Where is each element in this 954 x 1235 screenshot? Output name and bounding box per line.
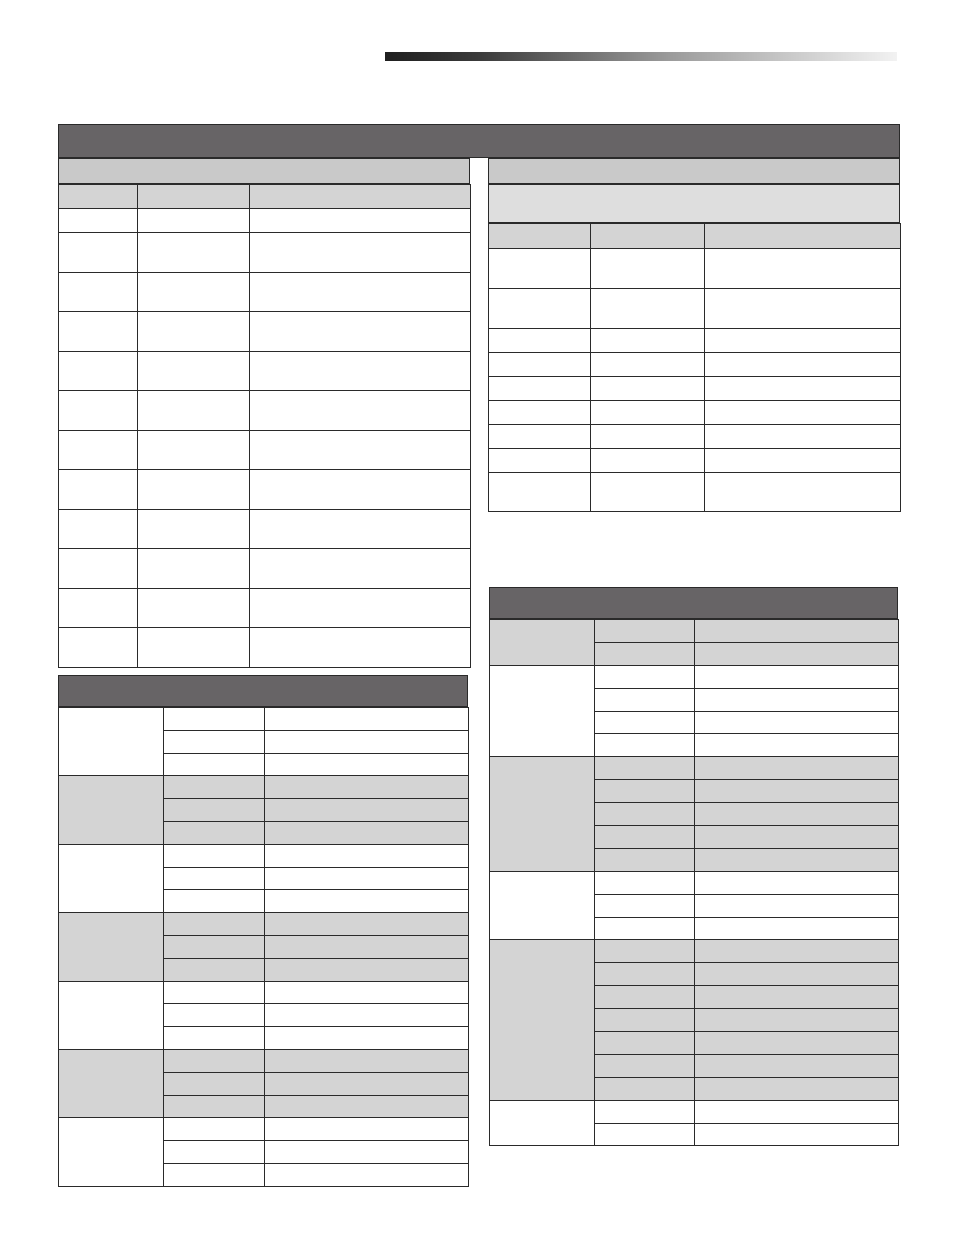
column-header <box>591 224 705 249</box>
table-cell <box>591 377 705 401</box>
table-cell <box>164 799 265 822</box>
table-cell <box>138 470 250 510</box>
table-cell <box>705 449 901 473</box>
table-row <box>489 353 901 377</box>
table-cell <box>695 1100 899 1123</box>
main-header-band <box>58 124 900 158</box>
left-table-b <box>58 707 469 1187</box>
right-table-b <box>489 619 899 1146</box>
table-cell <box>164 1095 265 1118</box>
table-cell <box>595 871 695 894</box>
table-cell <box>164 708 265 731</box>
table-cell <box>59 352 138 391</box>
table-cell <box>265 799 469 822</box>
table-cell <box>705 289 901 329</box>
table-cell <box>250 589 471 628</box>
table-cell <box>59 510 138 549</box>
column-header <box>489 224 591 249</box>
table-cell <box>595 1054 695 1077</box>
table-cell <box>695 1009 899 1032</box>
table-cell <box>695 757 899 780</box>
table-cell <box>265 1004 469 1027</box>
table-row <box>59 431 471 470</box>
table-cell <box>59 233 138 273</box>
table-cell <box>265 867 469 890</box>
table-row <box>489 249 901 289</box>
table-cell <box>265 1095 469 1118</box>
table-cell <box>489 449 591 473</box>
table-cell <box>265 1141 469 1164</box>
table-row <box>59 233 471 273</box>
table-row <box>490 665 899 688</box>
table-cell <box>164 958 265 981</box>
column-header <box>59 185 138 209</box>
group-label <box>490 871 595 940</box>
table-cell <box>138 352 250 391</box>
table-cell <box>265 935 469 958</box>
group-label <box>59 913 164 981</box>
table-cell <box>265 981 469 1004</box>
table-cell <box>595 963 695 986</box>
table-cell <box>59 431 138 470</box>
table-row <box>59 628 471 668</box>
column-header <box>138 185 250 209</box>
table-cell <box>695 734 899 757</box>
table-cell <box>595 894 695 917</box>
left-table-b-header <box>58 675 468 707</box>
table-cell <box>595 940 695 963</box>
right-table-a-header <box>488 158 900 184</box>
group-label <box>490 665 595 757</box>
table-cell <box>595 1100 695 1123</box>
table-cell <box>595 917 695 940</box>
table-row <box>489 401 901 425</box>
table-cell <box>164 981 265 1004</box>
table-row <box>490 757 899 780</box>
column-header <box>250 185 471 209</box>
table-cell <box>595 688 695 711</box>
table-cell <box>138 628 250 668</box>
table-cell <box>164 776 265 799</box>
table-row <box>59 312 471 352</box>
table-row <box>59 589 471 628</box>
table-row <box>490 871 899 894</box>
table-row <box>489 377 901 401</box>
table-cell <box>695 1054 899 1077</box>
group-label <box>59 844 164 912</box>
table-cell <box>250 209 471 233</box>
table-cell <box>705 401 901 425</box>
table-cell <box>164 890 265 913</box>
table-cell <box>265 958 469 981</box>
table-cell <box>595 826 695 849</box>
table-cell <box>489 377 591 401</box>
table-cell <box>695 940 899 963</box>
table-cell <box>695 1032 899 1055</box>
table-row <box>59 470 471 510</box>
table-cell <box>265 1072 469 1095</box>
table-cell <box>695 986 899 1009</box>
table-cell <box>164 1027 265 1050</box>
table-cell <box>705 473 901 512</box>
table-cell <box>164 1072 265 1095</box>
left-table-a <box>58 184 471 668</box>
decorative-gradient-bar <box>385 52 897 61</box>
table-row <box>59 708 469 731</box>
table-cell <box>591 449 705 473</box>
table-cell <box>695 1077 899 1100</box>
table-row <box>59 352 471 391</box>
table-cell <box>59 312 138 352</box>
table-row <box>59 273 471 312</box>
table-cell <box>59 391 138 431</box>
table-cell <box>164 730 265 753</box>
table-cell <box>138 391 250 431</box>
group-label <box>59 776 164 844</box>
table-row <box>59 209 471 233</box>
table-cell <box>705 249 901 289</box>
table-cell <box>59 209 138 233</box>
table-row <box>59 913 469 936</box>
table-cell <box>164 1004 265 1027</box>
table-cell <box>591 473 705 512</box>
table-cell <box>591 289 705 329</box>
table-cell <box>265 776 469 799</box>
table-cell <box>489 353 591 377</box>
table-cell <box>595 642 695 665</box>
table-cell <box>265 913 469 936</box>
table-cell <box>265 844 469 867</box>
table-cell <box>265 821 469 844</box>
table-row <box>490 620 899 643</box>
table-cell <box>250 431 471 470</box>
table-cell <box>595 711 695 734</box>
table-cell <box>695 871 899 894</box>
table-cell <box>595 780 695 803</box>
table-cell <box>591 353 705 377</box>
table-cell <box>250 628 471 668</box>
table-cell <box>695 711 899 734</box>
table-cell <box>138 233 250 273</box>
table-cell <box>591 425 705 449</box>
table-row <box>489 289 901 329</box>
group-label <box>490 1100 595 1146</box>
table-cell <box>250 391 471 431</box>
table-cell <box>595 620 695 643</box>
table-cell <box>489 329 591 353</box>
group-label <box>490 757 595 871</box>
column-header-row <box>59 185 471 209</box>
table-cell <box>489 249 591 289</box>
table-cell <box>164 844 265 867</box>
table-cell <box>595 803 695 826</box>
table-cell <box>164 1141 265 1164</box>
table-cell <box>250 352 471 391</box>
column-header-row <box>489 224 901 249</box>
table-cell <box>695 894 899 917</box>
table-cell <box>164 1163 265 1186</box>
table-cell <box>705 353 901 377</box>
table-cell <box>265 1163 469 1186</box>
table-cell <box>250 273 471 312</box>
table-cell <box>138 589 250 628</box>
table-cell <box>164 867 265 890</box>
table-row <box>59 510 471 549</box>
group-label <box>59 708 164 776</box>
group-label <box>59 1118 164 1186</box>
table-cell <box>595 734 695 757</box>
table-cell <box>591 401 705 425</box>
table-row <box>59 844 469 867</box>
table-cell <box>595 1009 695 1032</box>
table-cell <box>138 431 250 470</box>
table-cell <box>489 425 591 449</box>
table-row <box>59 1118 469 1141</box>
table-cell <box>489 289 591 329</box>
table-cell <box>164 935 265 958</box>
table-cell <box>705 377 901 401</box>
table-cell <box>265 1118 469 1141</box>
table-cell <box>489 473 591 512</box>
table-cell <box>595 665 695 688</box>
table-cell <box>695 665 899 688</box>
table-cell <box>591 329 705 353</box>
table-cell <box>59 589 138 628</box>
right-table-b-header <box>489 587 898 619</box>
table-cell <box>164 1049 265 1072</box>
table-cell <box>265 730 469 753</box>
table-cell <box>59 549 138 589</box>
table-cell <box>695 848 899 871</box>
table-row <box>489 449 901 473</box>
table-cell <box>489 401 591 425</box>
table-cell <box>164 1118 265 1141</box>
table-cell <box>138 273 250 312</box>
table-cell <box>591 249 705 289</box>
table-cell <box>265 1049 469 1072</box>
table-cell <box>265 708 469 731</box>
table-cell <box>595 1032 695 1055</box>
right-table-a-subheader <box>488 184 900 223</box>
table-cell <box>705 425 901 449</box>
left-table-a-header <box>58 158 470 184</box>
group-label <box>490 620 595 666</box>
table-cell <box>595 848 695 871</box>
table-cell <box>265 890 469 913</box>
column-header <box>705 224 901 249</box>
group-label <box>59 981 164 1049</box>
table-cell <box>695 1123 899 1146</box>
table-row <box>59 776 469 799</box>
table-cell <box>138 510 250 549</box>
table-cell <box>59 470 138 510</box>
table-cell <box>164 753 265 776</box>
table-cell <box>250 470 471 510</box>
table-cell <box>250 510 471 549</box>
table-row <box>490 1100 899 1123</box>
table-cell <box>695 780 899 803</box>
table-row <box>59 549 471 589</box>
table-cell <box>705 329 901 353</box>
table-row <box>59 981 469 1004</box>
table-cell <box>695 688 899 711</box>
table-cell <box>138 209 250 233</box>
table-cell <box>138 549 250 589</box>
table-cell <box>595 757 695 780</box>
table-cell <box>164 913 265 936</box>
table-cell <box>164 821 265 844</box>
table-cell <box>265 1027 469 1050</box>
table-cell <box>695 917 899 940</box>
table-cell <box>595 1077 695 1100</box>
table-cell <box>250 549 471 589</box>
table-row <box>489 329 901 353</box>
table-cell <box>265 753 469 776</box>
table-cell <box>695 826 899 849</box>
right-table-a <box>488 223 901 512</box>
table-row <box>489 425 901 449</box>
table-cell <box>138 312 250 352</box>
table-cell <box>250 312 471 352</box>
table-row <box>489 473 901 512</box>
table-cell <box>695 963 899 986</box>
table-cell <box>250 233 471 273</box>
table-row <box>59 391 471 431</box>
table-cell <box>595 986 695 1009</box>
table-row <box>490 940 899 963</box>
table-cell <box>695 620 899 643</box>
group-label <box>490 940 595 1100</box>
table-cell <box>695 803 899 826</box>
table-cell <box>59 273 138 312</box>
table-cell <box>595 1123 695 1146</box>
table-cell <box>59 628 138 668</box>
table-row <box>59 1049 469 1072</box>
table-cell <box>695 642 899 665</box>
group-label <box>59 1049 164 1117</box>
